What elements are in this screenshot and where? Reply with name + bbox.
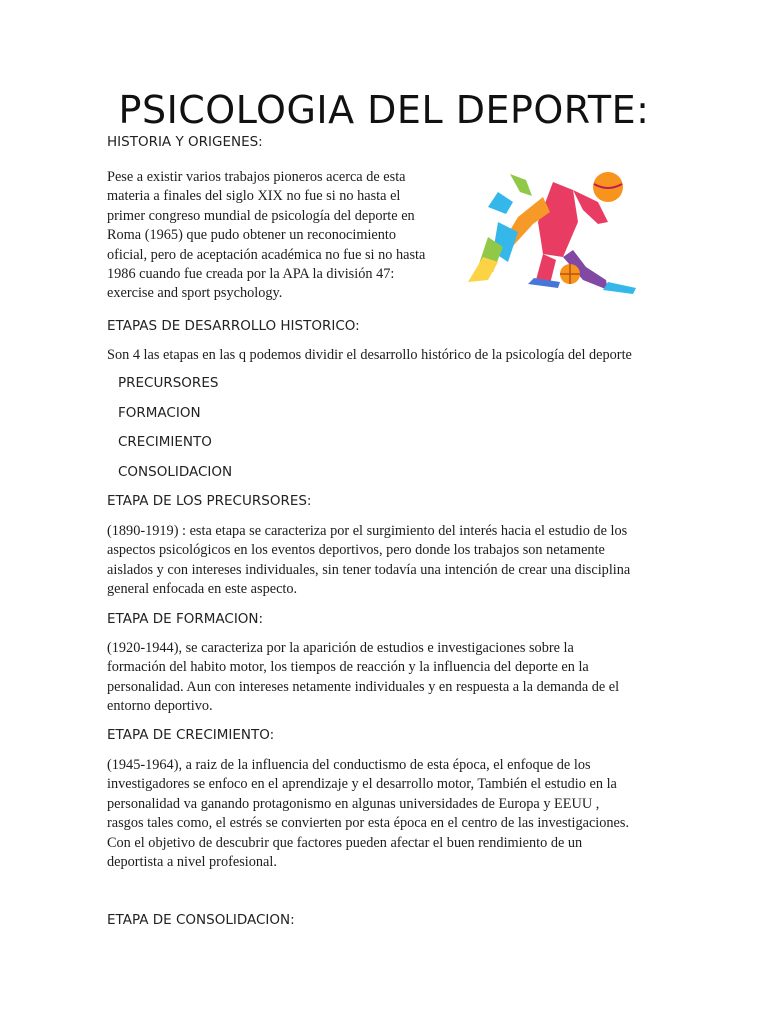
text-line: Roma (1965) que pudo obtener un reconocimiento (107, 227, 397, 244)
text-line: entorno deportivo. (107, 698, 213, 715)
text-line: personalidad. Aun con intereses netamente individuales y en respuesta a la demanda de el (107, 678, 620, 695)
heading-crecimiento: ETAPA DE CRECIMIENTO: (107, 727, 275, 743)
text-line: primer congreso mundial de psicología del deporte en (107, 207, 415, 224)
text-line: formación del habito motor, los tiempos de reacción y la influencia del deporte en la (107, 659, 589, 676)
heading-precursores: ETAPA DE LOS PRECURSORES: (107, 493, 312, 509)
text-line: general enfocada en este aspecto. (107, 581, 298, 598)
text-line: oficial, pero de aceptación académica no fue si no hasta (107, 246, 426, 263)
basketball-player-icon (458, 162, 658, 304)
text-line: Pese a existir varios trabajos pioneros acerca de esta (107, 169, 406, 185)
text-line: (1945-1964), a raiz de la influencia del conductismo de esta época, el enfoque de los (107, 757, 591, 773)
heading-consolidacion: ETAPA DE CONSOLIDACION: (107, 912, 295, 928)
heading-formacion: ETAPA DE FORMACION: (107, 611, 264, 627)
text-line: Con el objetivo de descubrir que factores pueden afectar el buen rendimiento de un (107, 834, 583, 851)
paragraph-formacion (107, 639, 667, 717)
list-item-precursores: PRECURSORES (118, 375, 219, 391)
text-line: exercise and sport psychology. (107, 285, 283, 302)
list-item-crecimiento: CRECIMIENTO (118, 434, 212, 450)
text-line: aspectos psicológicos en los eventos deportivos, pero donde los trabajos son netamente (107, 542, 605, 559)
text-line: rasgos tales como, el estrés se convierten por esta época en el centro de las investigaciones. (107, 815, 630, 832)
text-line: personalidad va ganando protagonismo en algunas universidades de Europa y EEUU , (107, 795, 600, 812)
text-line: aislados y con intereses individuales, sin tener todavía una intención de crear una disciplina (107, 561, 631, 578)
text-line: materia a finales del siglo XIX no fue si no hasta el (107, 188, 401, 205)
page-title: PSICOLOGIA DEL DEPORTE: (118, 88, 650, 132)
paragraph-crecimiento (107, 756, 667, 872)
heading-etapas: ETAPAS DE DESARROLLO HISTORICO: (107, 318, 360, 334)
paragraph-precursores (107, 522, 667, 600)
paragraph-etapas-intro: Son 4 las etapas en las q podemos dividir el desarrollo histórico de la psicología del deporte (107, 347, 632, 363)
heading-historia: HISTORIA Y ORIGENES: (107, 134, 263, 150)
text-line: deportista a nivel profesional. (107, 854, 277, 871)
paragraph-historia (107, 168, 452, 304)
text-line: investigadores se enfoco en el aprendizaje y el desarrollo motor, También el estudio en la (107, 776, 617, 793)
list-item-consolidacion: CONSOLIDACION (118, 464, 233, 480)
text-line: 1986 cuando fue creada por la APA la división 47: (107, 266, 395, 283)
text-line: (1890-1919) : esta etapa se caracteriza por el surgimiento del interés hacia el estudio de los (107, 523, 628, 539)
list-item-formacion: FORMACION (118, 405, 201, 421)
text-line: (1920-1944), se caracteriza por la aparición de estudios e investigaciones sobre la (107, 640, 574, 656)
